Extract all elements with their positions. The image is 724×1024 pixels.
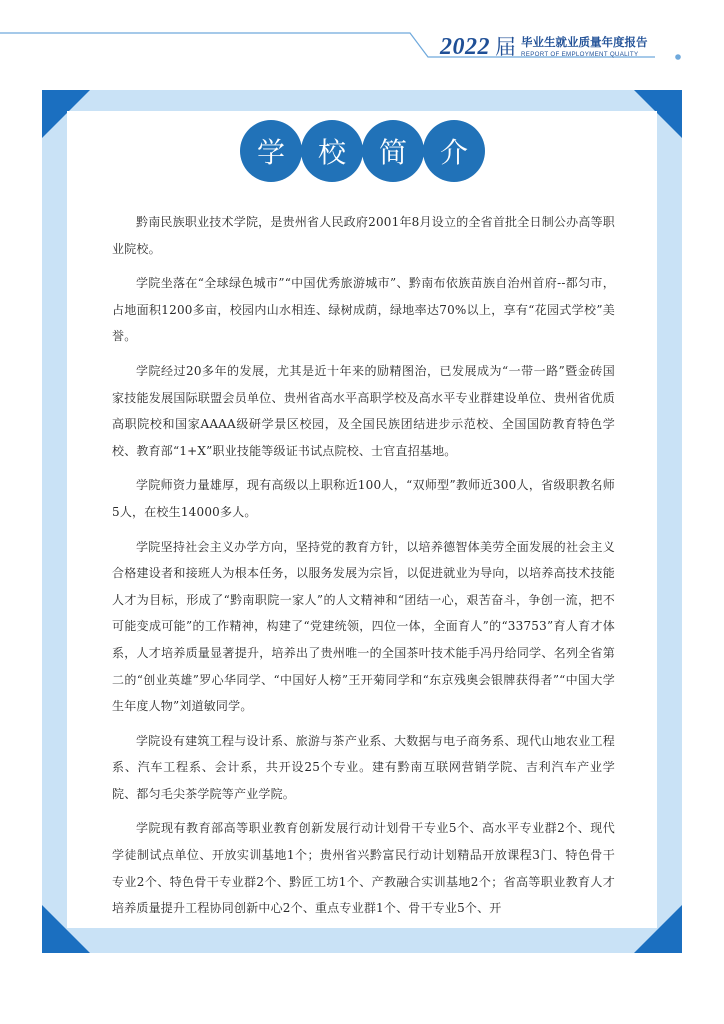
paragraph: 学院现有教育部高等职业教育创新发展行动计划骨干专业5个、高水平专业群2个、现代学徒制试点单位、开放实训基地1个；贵州省兴黔富民行动计划精品开放课程3门、特色骨干专业2个、特色骨干专业群2个、黔匠工坊1个、产教融合实训基地2个；省高等职业教育人才培养质量提升工程协同创新中心2个、重点专业群1个、骨干专业5个、开 [112, 821, 615, 916]
section-title-char: 简 [362, 120, 424, 182]
section-title [240, 120, 485, 184]
report-year: 2022 [440, 34, 490, 60]
section-title-char: 学 [240, 120, 302, 182]
paragraph: 学院师资力量雄厚，现有高级以上职称近100人，“双师型”教师近300人，省级职教名师5人，在校生14000多人。 [112, 478, 615, 519]
report-year-suffix: 届 [495, 35, 516, 59]
article-body [112, 209, 615, 930]
page-header [0, 0, 724, 80]
section-title-char: 校 [301, 120, 363, 182]
report-subtitle: REPORT OF EMPLOYMENT QUALITY [521, 51, 639, 58]
paragraph: 黔南民族职业技术学院，是贵州省人民政府2001年8月设立的全省首批全日制公办高等职业院校。 [112, 215, 615, 256]
report-title: 毕业生就业质量年度报告 [521, 35, 648, 49]
section-title-char: 介 [423, 120, 485, 182]
paragraph: 学院经过20多年的发展，尤其是近十年来的励精图治，已发展成为“一带一路”暨金砖国家技能发展国际联盟会员单位、贵州省高水平高职学校及高水平专业群建设单位、贵州省优质高职院校和国家AAAA级研学景区校园，及全国民族团结进步示范校、全国国防教育特色学校、教育部“1+X”职业技能等级证书试点院校、士官直招基地。 [112, 363, 615, 458]
paragraph: 学院坚持社会主义办学方向，坚持党的教育方针，以培养德智体美劳全面发展的社会主义合格建设者和接班人为根本任务，以服务发展为宗旨，以促进就业为导向，以培养高技术技能人才为目标，形成了“黔南职院一家人”的人文精神和“团结一心，艰苦奋斗，争创一流，把不可能变成可能”的工作精神，构建了“党建统领，四位一体，全面育人”的“33753”育人育才体系，人才培养质量显著提升，培养出了贵州唯一的全国茶叶技术能手冯丹给同学、名列全省第二的“创业英雄”罗心华同学、“中国好人榜”王开菊同学和“东京残奥会银牌获得者”“中国大学生年度人物”刘道敏同学。 [112, 539, 615, 714]
paragraph: 学院坐落在“全球绿色城市”“中国优秀旅游城市”、黔南布依族苗族自治州首府--都匀市，占地面积1200多亩，校园内山水相连、绿树成荫，绿地率达70%以上，享有“花园式学校”美誉。 [112, 276, 615, 344]
paragraph: 学院设有建筑工程与设计系、旅游与茶产业系、大数据与电子商务系、现代山地农业工程系、汽车工程系、会计系，共开设25个专业。建有黔南互联网营销学院、吉利汽车产业学院、都匀毛尖茶学院等产业学院。 [112, 733, 615, 801]
header-dot-icon [675, 54, 681, 60]
